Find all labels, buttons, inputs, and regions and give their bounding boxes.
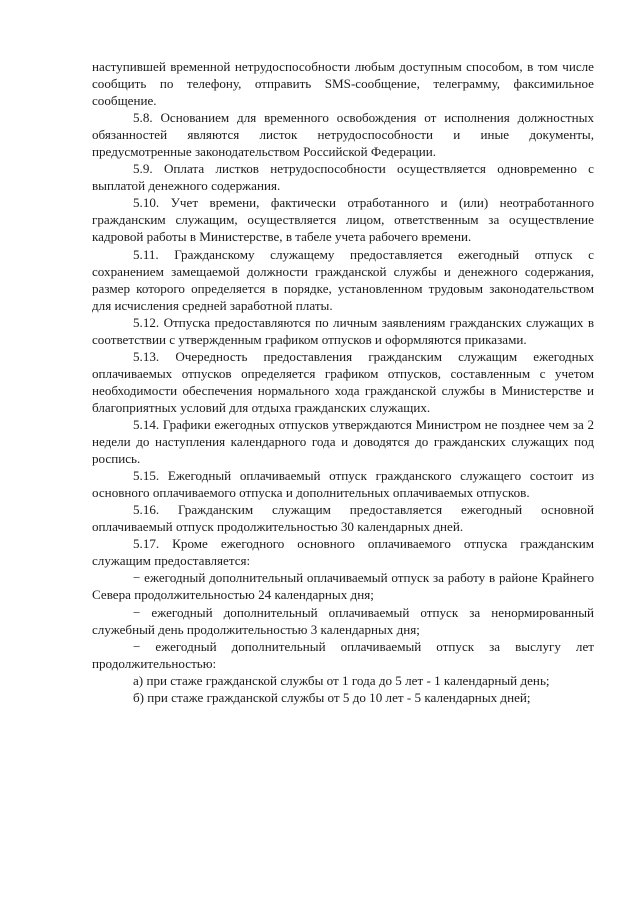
paragraph-5-16: 5.16. Гражданским служащим предоставляется ежегодный основной оплачиваемый отпуск продолжительностью 30 календарных дней. xyxy=(92,502,594,535)
list-item-irregular-day-leave: − ежегодный дополнительный оплачиваемый отпуск за ненормированный служебный день продолжительностью 3 календарных дня; xyxy=(92,604,594,637)
paragraph-5-12: 5.12. Отпуска предоставляются по личным заявлениям гражданских служащих в соответствии с утвержденным графиком отпусков и оформляются приказами. xyxy=(92,314,594,347)
paragraph-continuation: наступившей временной нетрудоспособности любым доступным способом, в том числе сообщить по телефону, отправить SMS-сообщение, телеграмму, факсимильное сообщение. xyxy=(92,59,594,109)
paragraph-5-17: 5.17. Кроме ежегодного основного оплачиваемого отпуска гражданским служащим предоставляется: xyxy=(92,536,594,569)
sub-item-b: б) при стаже гражданской службы от 5 до 10 лет - 5 календарных дней; xyxy=(133,689,531,705)
paragraph-5-10: 5.10. Учет времени, фактически отработанного и (или) неотработанного гражданским служащим, осуществляется лицом, ответственным за осуществление кадровой работы в Министерстве, в табеле учета рабочего времени. xyxy=(92,195,594,245)
paragraph-5-14: 5.14. Графики ежегодных отпусков утверждаются Министром не позднее чем за 2 недели до наступления календарного года и доводятся до гражданских служащих под роспись. xyxy=(92,416,594,467)
list-item-seniority-leave: − ежегодный дополнительный оплачиваемый отпуск за выслугу лет продолжительностью: xyxy=(92,638,594,671)
paragraph-5-8: 5.8. Основанием для временного освобождения от исполнения должностных обязанностей являются листок нетрудоспособности и иные документы, предусмотренные законодательством Российской Федерации. xyxy=(92,110,594,160)
paragraph-5-11: 5.11. Гражданскому служащему предоставляется ежегодный отпуск с сохранением замещаемой должности гражданской службы и денежного содержания, размер которого определяется в порядке, установленном трудовым законодательством для исчисления средней заработной платы. xyxy=(92,246,594,313)
paragraph-5-9: 5.9. Оплата листков нетрудоспособности осуществляется одновременно с выплатой денежного содержания. xyxy=(92,161,594,194)
paragraph-5-13: 5.13. Очередность предоставления гражданским служащим ежегодных оплачиваемых отпусков определяется графиком отпусков, составленным с учетом необходимости обеспечения нормального хода гражданской службы в Министерстве и благоприятных условий для отдыха гражданских служащих. xyxy=(92,348,594,415)
list-item-far-north-leave: − ежегодный дополнительный оплачиваемый отпуск за работу в районе Крайнего Севера продолжительностью 24 календарных дня; xyxy=(92,570,594,603)
paragraph-5-15: 5.15. Ежегодный оплачиваемый отпуск гражданского служащего состоит из основного оплачиваемого отпуска и дополнительных оплачиваемых отпусков. xyxy=(92,468,594,501)
document-body xyxy=(92,58,594,706)
sub-item-a: а) при стаже гражданской службы от 1 года до 5 лет - 1 календарный день; xyxy=(133,672,550,688)
